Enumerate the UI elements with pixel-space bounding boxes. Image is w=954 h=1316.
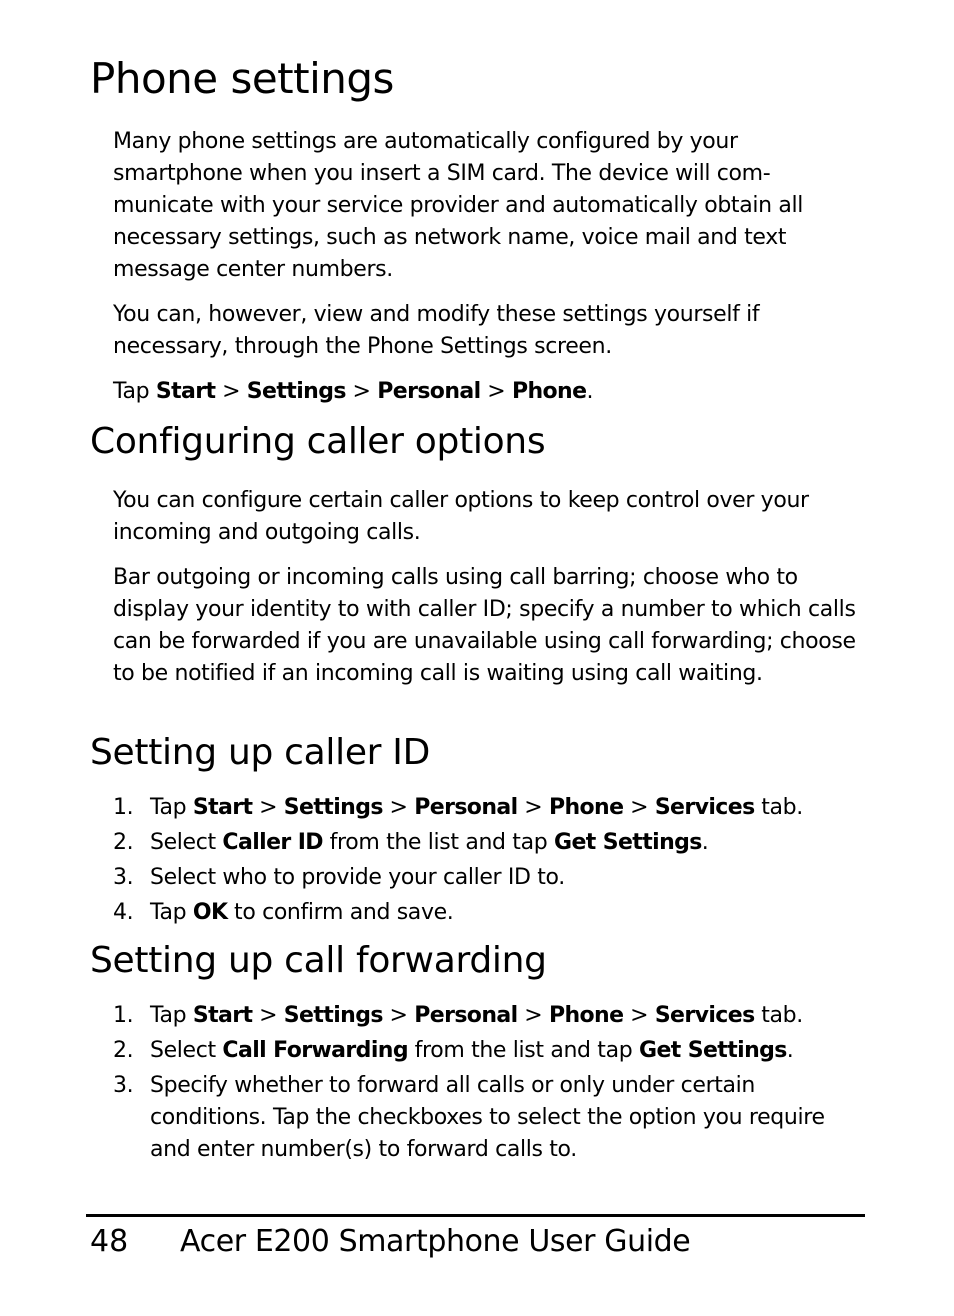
- ui-start: Start: [192, 1003, 253, 1028]
- path-separator: >: [382, 795, 415, 820]
- list-item: [113, 897, 865, 929]
- list-item: [113, 1000, 865, 1032]
- ui-settings: Settings: [283, 1003, 383, 1028]
- section-heading-call-forwarding: Setting up call forwarding: [90, 940, 547, 981]
- guide-title: Acer E200 Smartphone User Guide: [180, 1224, 691, 1259]
- ui-get-settings: Get Settings: [553, 830, 702, 855]
- step-number: 4.: [113, 900, 134, 925]
- ui-phone: Phone: [548, 1003, 624, 1028]
- intro-paragraph-2: You can, however, view and modify these settings yourself if necessary, through the Phone Settings screen.: [113, 302, 760, 359]
- config-paragraph-1: You can configure certain caller options to keep control over your incoming and outgoing calls.: [113, 488, 809, 545]
- ui-services: Services: [654, 795, 755, 820]
- path-separator: >: [517, 1003, 549, 1028]
- step-text: Specify whether to forward all calls or only under certain conditions. Tap the checkboxes to select the option you require and enter number(s) to forward calls to.: [150, 1073, 825, 1162]
- step-text: from the list and tap: [407, 1038, 639, 1063]
- list-item: [113, 862, 865, 894]
- caller-id-steps: [113, 792, 865, 929]
- step-text: .: [701, 830, 709, 855]
- tap-prefix: Tap: [113, 379, 156, 404]
- path-separator: >: [480, 379, 512, 404]
- path-separator: >: [382, 1003, 415, 1028]
- ui-call-forwarding: Call Forwarding: [222, 1038, 408, 1063]
- path-separator: >: [215, 379, 247, 404]
- list-item: [113, 1070, 865, 1166]
- list-item: [113, 1035, 865, 1067]
- step-number: 2.: [113, 1038, 134, 1063]
- forwarding-steps: [113, 1000, 865, 1166]
- ui-caller-id: Caller ID: [222, 830, 323, 855]
- path-suffix: .: [586, 379, 594, 404]
- ui-personal: Personal: [377, 379, 481, 404]
- config-paragraph-2: Bar outgoing or incoming calls using call barring; choose who to display your identity to with caller ID; specify a number to which calls can be forwarded if you are unavailable using call forwarding; choose to be notified if an incoming call is waiting using call waiting.: [113, 565, 856, 686]
- step-text: Tap: [150, 795, 193, 820]
- ui-start: Start: [155, 379, 216, 404]
- step-text: .: [786, 1038, 794, 1063]
- path-separator: >: [623, 795, 655, 820]
- step-text: tab.: [754, 1003, 803, 1028]
- section-heading-configuring: Configuring caller options: [90, 421, 546, 462]
- ui-get-settings: Get Settings: [638, 1038, 787, 1063]
- step-number: 1.: [113, 1003, 134, 1028]
- path-separator: >: [252, 1003, 284, 1028]
- step-text: Select: [150, 1038, 223, 1063]
- step-number: 2.: [113, 830, 134, 855]
- ui-start: Start: [192, 795, 253, 820]
- section-heading-caller-id: Setting up caller ID: [90, 732, 431, 773]
- step-text: Tap: [150, 900, 193, 925]
- list-item: [113, 792, 865, 824]
- step-text: tab.: [754, 795, 803, 820]
- ui-personal: Personal: [414, 1003, 518, 1028]
- step-text: Select who to provide your caller ID to.: [150, 865, 565, 890]
- ui-settings: Settings: [246, 379, 346, 404]
- path-separator: >: [517, 795, 549, 820]
- ui-personal: Personal: [414, 795, 518, 820]
- footer-divider: [86, 1214, 865, 1217]
- tap-path-instruction: [113, 376, 865, 408]
- intro-paragraph-1: Many phone settings are automatically configured by your smartphone when you insert a SIM card. The device will com-municate with your service provider and automatically obtain all necessary settings, such as network name, voice mail and text message center numbers.: [113, 129, 803, 282]
- ui-phone: Phone: [548, 795, 624, 820]
- path-separator: >: [623, 1003, 655, 1028]
- step-number: 3.: [113, 865, 134, 890]
- ui-phone: Phone: [511, 379, 587, 404]
- page-number: 48: [90, 1224, 129, 1259]
- list-item: [113, 827, 865, 859]
- ui-ok: OK: [192, 900, 228, 925]
- step-text: Select: [150, 830, 223, 855]
- ui-settings: Settings: [283, 795, 383, 820]
- page-heading: Phone settings: [90, 54, 394, 103]
- step-text: Tap: [150, 1003, 193, 1028]
- ui-services: Services: [654, 1003, 755, 1028]
- path-separator: >: [345, 379, 378, 404]
- step-number: 3.: [113, 1073, 134, 1098]
- path-separator: >: [252, 795, 284, 820]
- step-number: 1.: [113, 795, 134, 820]
- step-text: to confirm and save.: [227, 900, 454, 925]
- step-text: from the list and tap: [322, 830, 554, 855]
